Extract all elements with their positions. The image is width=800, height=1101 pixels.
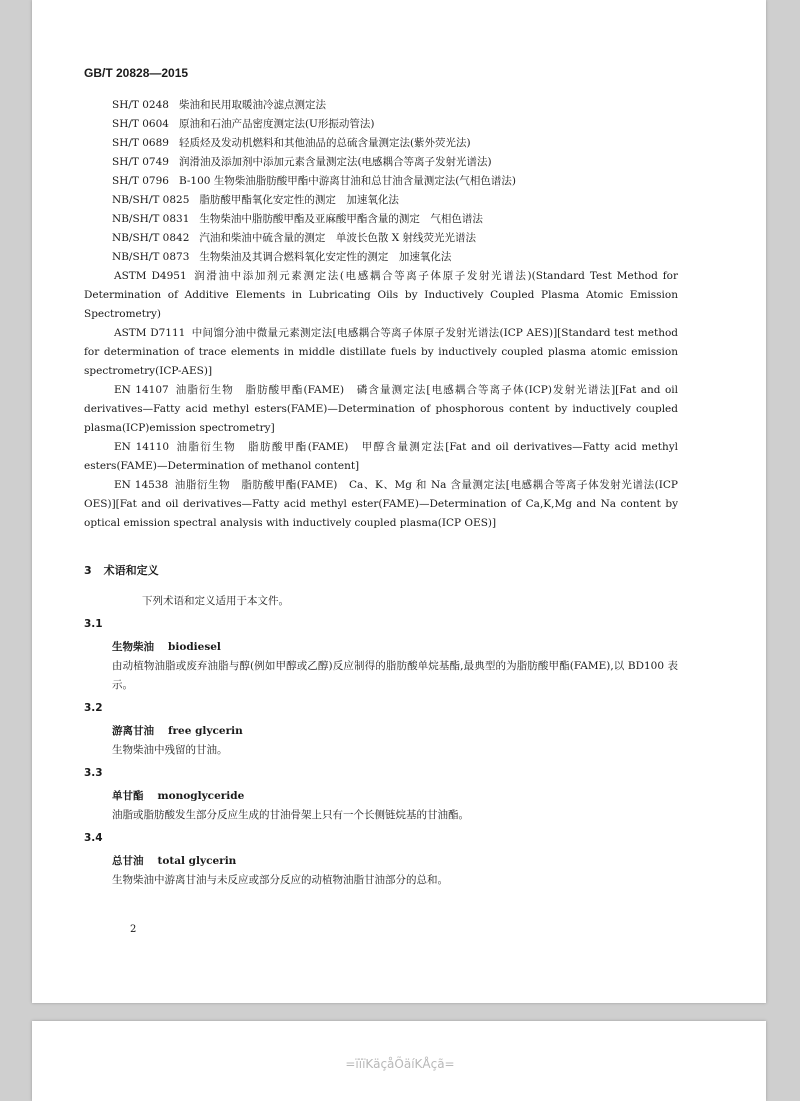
reference-text: 油脂衍生物 脂肪酸甲酯(FAME) Ca、K、Mg 和 Na 含量测定法[电感耦合等离子体发射光谱法(ICP OES)][Fat and oil derivatives—Fatty acid methyl ester(FAME)—Determination of Ca,K,Mg and Na content by optical emission spectral analysis with inductively coupled plasma(ICP OES)] xyxy=(84,479,678,529)
reference-code: ASTM D7111 xyxy=(114,327,186,339)
page-content xyxy=(84,96,679,890)
term-definition: 生物柴油中残留的甘油。 xyxy=(112,744,228,756)
term-definition: 生物柴油中游离甘油与未反应或部分反应的动植物油脂甘油部分的总和。 xyxy=(112,874,448,886)
long-reference-item xyxy=(84,381,678,438)
reference-code: SH/T 0749 xyxy=(112,156,169,168)
long-reference-item xyxy=(84,267,678,324)
reference-item xyxy=(112,172,678,191)
reference-item xyxy=(112,191,678,210)
reference-text: 油脂衍生物 脂肪酸甲酯(FAME) 磷含量测定法[电感耦合等离子体(ICP)发射光谱法][Fat and oil derivatives—Fatty acid methyl esters(FAME)—Determination of phosphorous content by inductively coupled plasma(ICP)emission spectrometry] xyxy=(84,384,678,434)
reference-title: 原油和石油产品密度测定法(U形振动管法) xyxy=(178,118,375,130)
term-number: 3.2 xyxy=(84,702,103,714)
reference-code: SH/T 0604 xyxy=(112,118,169,130)
reference-item xyxy=(112,134,678,153)
reference-item xyxy=(112,153,678,172)
reference-item xyxy=(112,210,678,229)
reference-text: 油脂衍生物 脂肪酸甲酯(FAME) 甲醇含量测定法[Fat and oil derivatives—Fatty acid methyl esters(FAME)—Determination of methanol content] xyxy=(84,441,678,472)
reference-text: 润滑油中添加剂元素测定法(电感耦合等离子体原子发射光谱法)(Standard Test Method for Determination of Additive Elements in Lubricating Oils by Inductively Coupled Plasma Atomic Emission Spectrometry) xyxy=(84,270,678,320)
term-en: free glycerin xyxy=(168,725,243,737)
reference-item xyxy=(112,96,678,115)
term-number: 3.4 xyxy=(84,832,103,844)
page-number: 2 xyxy=(130,924,137,935)
standard-id: GB/T 20828—2015 xyxy=(84,66,189,80)
long-reference-list xyxy=(84,267,679,533)
term-title xyxy=(112,638,678,657)
footer-watermark-text: =ïïïKäçåÕäíKÅçã= xyxy=(345,1057,455,1071)
reference-text: 中间馏分油中微量元素测定法[电感耦合等离子体原子发射光谱法(ICP AES)][Standard test method for determination of trace elements in middle distillate fuels by inductively coupled plasma atomic emission spectrometry(ICP-AES)] xyxy=(84,327,679,377)
reference-title: 生物柴油及其调合燃料氧化安定性的测定 加速氧化法 xyxy=(199,251,452,263)
term-zh: 生物柴油 xyxy=(112,641,154,653)
term-number: 3.3 xyxy=(84,767,103,779)
reference-code: NB/SH/T 0825 xyxy=(112,194,190,206)
reference-item xyxy=(112,115,678,134)
term-zh: 单甘酯 xyxy=(112,790,144,802)
long-reference-item xyxy=(84,324,678,381)
section-heading xyxy=(84,561,678,580)
reference-title: B-100 生物柴油脂肪酸甲酯中游离甘油和总甘油含量测定法(气相色谱法) xyxy=(178,175,516,187)
section-title: 术语和定义 xyxy=(103,564,159,577)
term-title xyxy=(112,787,678,806)
reference-item xyxy=(112,229,678,248)
reference-code: EN 14110 xyxy=(114,441,170,453)
reference-code: NB/SH/T 0831 xyxy=(112,213,190,225)
reference-title: 汽油和柴油中硫含量的测定 单波长色散 X 射线荧光光谱法 xyxy=(199,232,477,244)
reference-code: NB/SH/T 0842 xyxy=(112,232,190,244)
long-reference-item xyxy=(84,476,678,533)
section-number: 3 xyxy=(84,564,92,577)
reference-code: EN 14538 xyxy=(114,479,169,491)
reference-list xyxy=(112,96,678,267)
reference-title: 润滑油及添加剂中添加元素含量测定法(电感耦合等离子发射光谱法) xyxy=(178,156,492,168)
term-zh: 游离甘油 xyxy=(112,725,154,737)
reference-code: EN 14107 xyxy=(114,384,169,396)
term-title xyxy=(112,722,678,741)
reference-item xyxy=(112,248,678,267)
reference-code: NB/SH/T 0873 xyxy=(112,251,190,263)
term-zh: 总甘油 xyxy=(112,855,144,867)
reference-code: SH/T 0689 xyxy=(112,137,169,149)
reference-code: ASTM D4951 xyxy=(114,270,187,282)
reference-title: 柴油和民用取暖油冷滤点测定法 xyxy=(178,99,326,111)
term-en: total glycerin xyxy=(157,855,237,867)
term-number: 3.1 xyxy=(84,618,103,630)
term-definition: 由动植物油脂或废弃油脂与醇(例如甲醇或乙醇)反应制得的脂肪酸单烷基酯,最典型的为脂肪酸甲酯(FAME),以 BD100 表示。 xyxy=(112,660,678,691)
term-en: monoglyceride xyxy=(157,790,245,802)
term-en: biodiesel xyxy=(168,641,221,653)
section-intro: 下列术语和定义适用于本文件。 xyxy=(142,595,289,607)
reference-code: SH/T 0796 xyxy=(112,175,169,187)
reference-title: 生物柴油中脂肪酸甲酯及亚麻酸甲酯含量的测定 气相色谱法 xyxy=(199,213,483,225)
reference-title: 脂肪酸甲酯氧化安定性的测定 加速氧化法 xyxy=(199,194,399,206)
long-reference-item xyxy=(84,438,678,476)
term-title xyxy=(112,852,678,871)
reference-title: 轻质烃及发动机燃料和其他油品的总硫含量测定法(紫外荧光法) xyxy=(178,137,471,149)
term-list xyxy=(84,615,678,890)
reference-code: SH/T 0248 xyxy=(112,99,169,111)
term-definition: 油脂或脂肪酸发生部分反应生成的甘油骨架上只有一个长侧链烷基的甘油酯。 xyxy=(112,809,469,821)
